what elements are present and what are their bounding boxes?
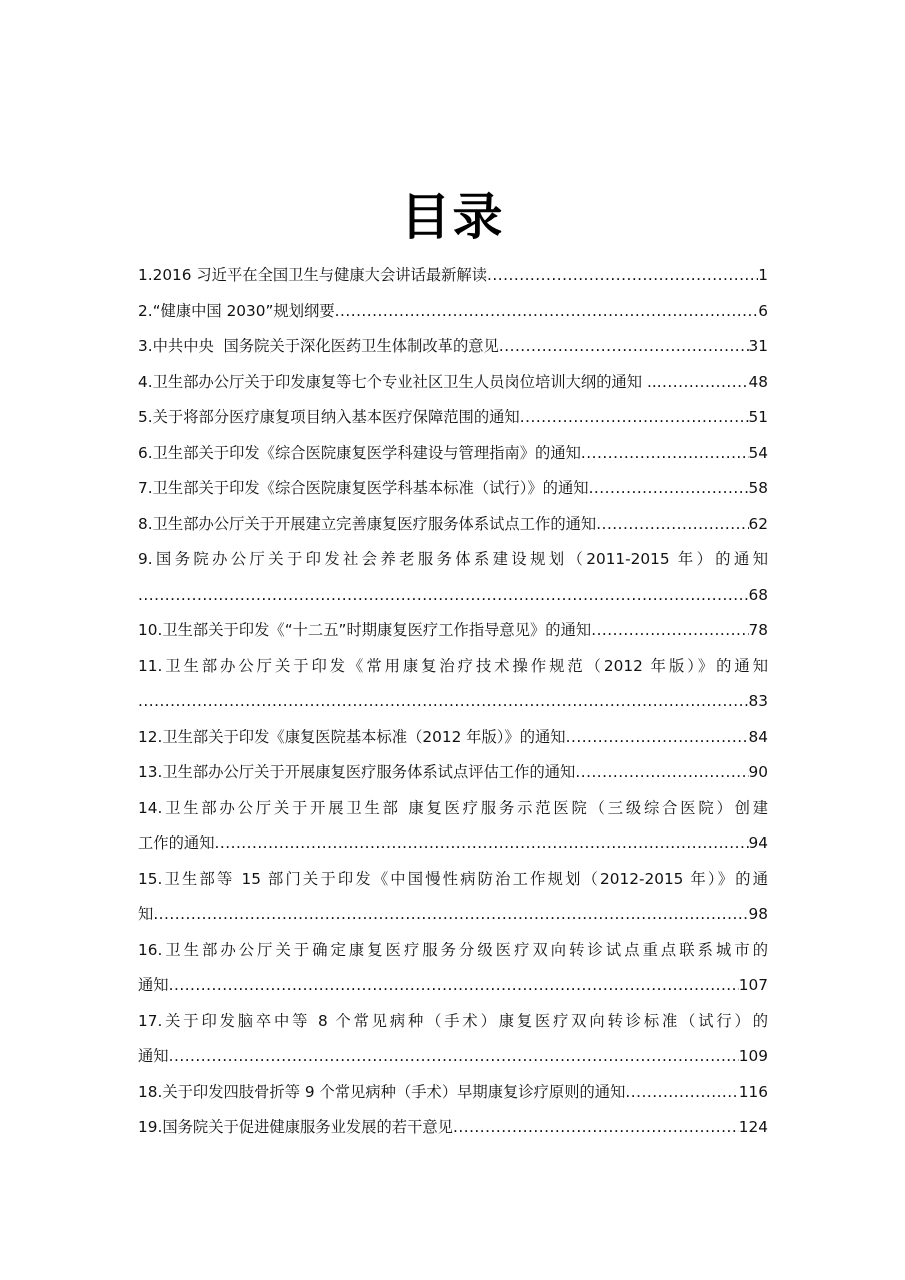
table-of-contents	[138, 258, 768, 1146]
toc-entry-title: 15.卫生部等 15 部门关于印发《中国慢性病防治工作规划（2012-2015 年）》的通	[138, 869, 768, 888]
toc-entry-title: 12.卫生部关于印发《康复医院基本标准（2012 年版）》的通知	[138, 727, 566, 746]
leader-dots	[657, 365, 749, 401]
leader-dots	[153, 897, 748, 933]
toc-page-number: 48	[748, 372, 768, 391]
toc-entry-title: 8.卫生部办公厅关于开展建立完善康复医疗服务体系试点工作的通知	[138, 514, 597, 533]
toc-entry-title: 1.2016 习近平在全国卫生与健康大会讲话最新解读	[138, 266, 488, 284]
toc-entry[interactable]	[138, 507, 768, 543]
leader-dots	[589, 471, 749, 507]
toc-entry[interactable]	[138, 720, 768, 756]
toc-entry-title: 16.卫生部办公厅关于确定康复医疗服务分级医疗双向转诊试点重点联系城市的	[138, 940, 768, 959]
leader-dots	[487, 258, 758, 294]
toc-entry-title-cont: 通知	[138, 976, 169, 994]
toc-page-number: 116	[738, 1082, 768, 1101]
toc-page-number: 6	[758, 301, 768, 320]
leader-dots	[499, 329, 749, 365]
toc-page-number: 31	[748, 337, 768, 355]
leader-dots	[335, 294, 759, 330]
toc-entry-title: 5.关于将部分医疗康复项目纳入基本医疗保障范围的通知	[138, 408, 520, 426]
leader-dots	[591, 613, 748, 649]
toc-page-number: 51	[748, 408, 768, 426]
toc-entry[interactable]	[138, 933, 768, 1004]
toc-entry-title: 3.中共中央 国务院关于深化医药卫生体制改革的意见	[138, 337, 499, 355]
leader-dots	[566, 720, 749, 756]
toc-page-number: 84	[748, 727, 768, 746]
toc-entry-title: 13.卫生部办公厅关于开展康复医疗服务体系试点评估工作的通知	[138, 763, 576, 781]
toc-entry-title: 4.卫生部办公厅关于印发康复等七个专业社区卫生人员岗位培训大纲的通知 ..	[138, 372, 657, 391]
toc-entry[interactable]	[138, 542, 768, 613]
toc-entry[interactable]	[138, 1110, 768, 1146]
toc-entry-title: 18.关于印发四肢骨折等 9 个常见病种（手术）早期康复诊疗原则的通知	[138, 1082, 626, 1101]
toc-entry[interactable]	[138, 755, 768, 791]
toc-entry-title: 10.卫生部关于印发《“十二五”时期康复医疗工作指导意见》的通知	[138, 621, 592, 639]
toc-entry[interactable]	[138, 365, 768, 401]
toc-entry-title: 11.卫生部办公厅关于印发《常用康复治疗技术操作规范（2012 年版）》的通知	[138, 656, 768, 675]
leader-dots	[453, 1110, 739, 1146]
toc-page-number: 107	[738, 976, 768, 994]
toc-page-number: 62	[748, 514, 768, 533]
toc-page-number: 94	[748, 834, 768, 852]
toc-entry[interactable]	[138, 1004, 768, 1075]
leader-dots	[520, 400, 749, 436]
toc-entry-title: 19.国务院关于促进健康服务业发展的若干意见	[138, 1118, 453, 1136]
toc-entry[interactable]	[138, 294, 768, 330]
toc-entry[interactable]	[138, 436, 768, 472]
toc-page-number: 1	[758, 266, 768, 284]
toc-entry-title: 7.卫生部关于印发《综合医院康复医学科基本标准（试行）》的通知	[138, 479, 589, 497]
toc-entry[interactable]	[138, 1075, 768, 1111]
toc-entry[interactable]	[138, 613, 768, 649]
toc-page-number: 54	[748, 443, 768, 462]
leader-dots	[625, 1075, 738, 1111]
leader-dots	[575, 755, 748, 791]
toc-entry-title: 2.“健康中国 2030”规划纲要	[138, 301, 335, 320]
toc-entry[interactable]	[138, 400, 768, 436]
toc-entry[interactable]	[138, 258, 768, 294]
toc-entry-title: 14.卫生部办公厅关于开展卫生部 康复医疗服务示范医院（三级综合医院）创建	[138, 798, 768, 817]
leader-dots	[169, 1039, 739, 1075]
toc-entry[interactable]	[138, 862, 768, 933]
leader-dots	[138, 684, 749, 720]
toc-page-number: 83	[748, 692, 768, 710]
toc-entry[interactable]	[138, 649, 768, 720]
toc-entry-title: 17.关于印发脑卒中等 8 个常见病种（手术）康复医疗双向转诊标准（试行）的	[138, 1011, 768, 1030]
toc-entry-title: 6.卫生部关于印发《综合医院康复医学科建设与管理指南》的通知	[138, 443, 581, 462]
toc-page-number: 78	[748, 621, 768, 639]
toc-entry-title-cont: 知	[138, 905, 154, 923]
leader-dots	[596, 507, 748, 543]
toc-entry-title: 9.国务院办公厅关于印发社会养老服务体系建设规划（2011-2015 年）的通知	[138, 550, 768, 568]
toc-entry-title-cont: 工作的通知	[138, 834, 215, 852]
toc-entry[interactable]	[138, 471, 768, 507]
toc-page-number: 68	[748, 585, 768, 604]
toc-page-number: 98	[748, 905, 768, 923]
toc-page-number: 109	[738, 1047, 768, 1065]
page-title: 目录	[400, 188, 505, 246]
leader-dots	[581, 436, 749, 472]
toc-entry[interactable]	[138, 329, 768, 365]
leader-dots	[138, 578, 749, 614]
toc-page-number: 90	[748, 763, 768, 781]
leader-dots	[169, 968, 739, 1004]
toc-page-number: 58	[748, 479, 768, 497]
leader-dots	[215, 826, 749, 862]
toc-entry-title-cont: 通知	[138, 1047, 169, 1065]
toc-entry[interactable]	[138, 791, 768, 862]
toc-page-number: 124	[738, 1118, 768, 1136]
